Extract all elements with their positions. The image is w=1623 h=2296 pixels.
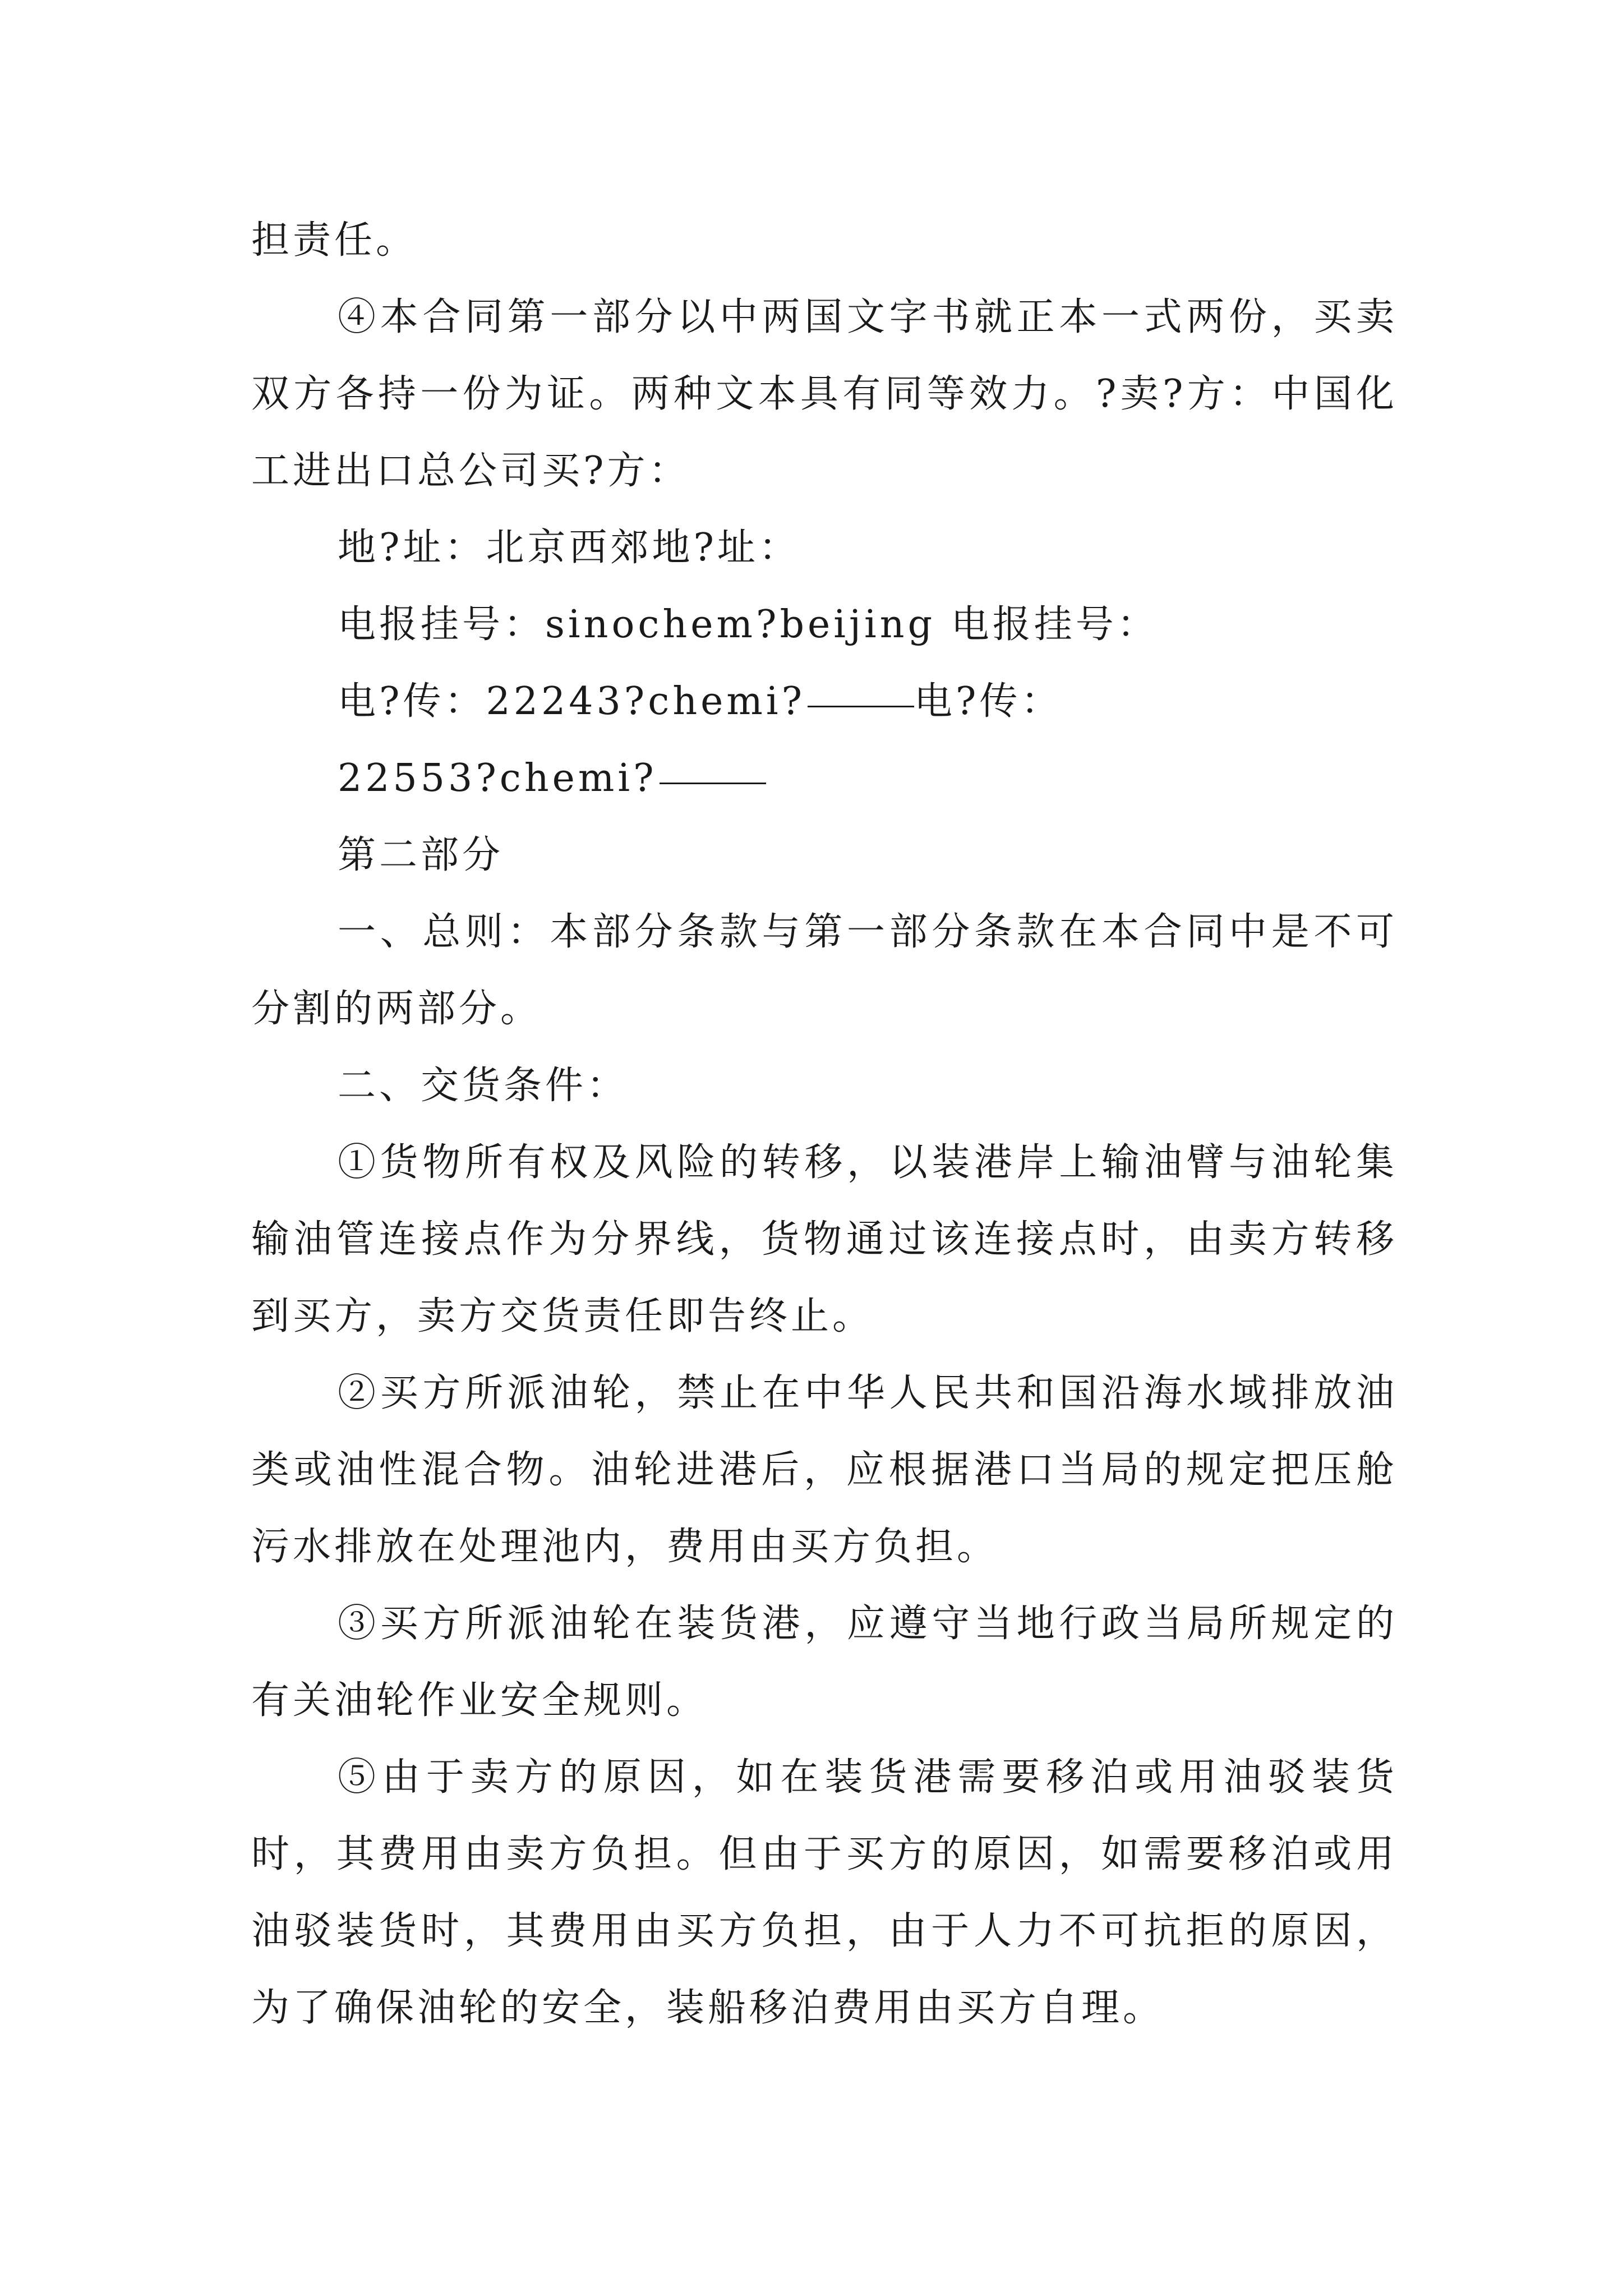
paragraph-discharge-prohibition: ②买方所派油轮，禁止在中华人民共和国沿海水域排放油类或油性混合物。油轮进港后，应根据港口当局的规定把压舱污水排放在处理池内，费用由买方负担。 [251, 1371, 1398, 1569]
paragraph-cable-address: 电报挂号：sinochem?beijing 电报挂号： [338, 602, 1159, 647]
telex-seller: 电?传：22243?chemi? [338, 679, 806, 724]
paragraph-copies-clause: ④本合同第一部分以中两国文字书就正本一式两份，买卖双方各持一份为证。两种文本具有同等效力。?卖?方：中国化工进出口总公司买?方： [251, 295, 1398, 493]
paragraph-general-principles: 一、总则：本部分条款与第一部分条款在本合同中是不可分割的两部分。 [251, 910, 1398, 1031]
paragraph-address: 地?址：北京西郊地?址： [338, 526, 800, 570]
document-page [251, 202, 1398, 2046]
paragraph-shifting-costs: ⑤由于卖方的原因，如在装货港需要移泊或用油驳装货时，其费用由卖方负担。但由于买方的原因，如需要移泊或用油驳装货时，其费用由买方负担，由于人力不可抗拒的原因，为了确保油轮的安全，装船移泊费用由买方自理。 [251, 1755, 1398, 2030]
paragraph-ownership-transfer: ①货物所有权及风险的转移，以装港岸上输油臂与油轮集输油管连接点作为分界线，货物通过该连接点时，由卖方转移到买方，卖方交货责任即告终止。 [251, 1140, 1398, 1338]
telex-buyer-label: 电?传： [914, 679, 1063, 724]
telex-buyer-blank-underline [660, 782, 766, 784]
paragraph-delivery-terms-heading: 二、交货条件： [338, 1064, 629, 1108]
paragraph-telex-buyer [251, 740, 1398, 817]
section-heading-part-two: 第二部分 [338, 833, 504, 877]
telex-buyer-number: 22553?chemi? [338, 756, 657, 800]
paragraph-continuation: 担责任。 [251, 218, 418, 263]
paragraph-safety-rules: ③买方所派油轮在装货港，应遵守当地行政当局所规定的有关油轮作业安全规则。 [251, 1602, 1398, 1723]
paragraph-telex-line [251, 663, 1398, 740]
telex-blank-underline [808, 705, 914, 707]
